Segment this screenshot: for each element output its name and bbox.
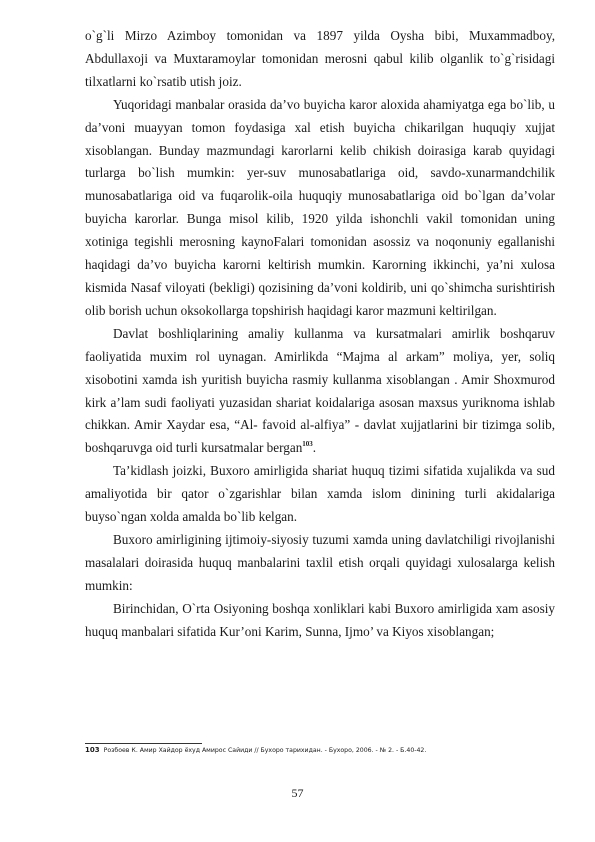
footnote-reference[interactable]: 103 (302, 440, 313, 449)
footnote (85, 746, 555, 755)
paragraph-verdict-sources: Yuqoridagi manbalar orasida da’vo buyicha karor aloxida ahamiyatga ega bo`lib, u da’voni muayyan tomon foydasiga xal etish buyicha chikarilgan huquqiy xujjat xisoblangan. Bunday mazmundagi karorlarni kelib chikish doirasiga karab quyidagi turlarga bo`lish mumkin: yer-suv munosabatlariga oid, savdo-xunarmandchilik munosabatlariga oid va fuqarolik-oila huquqiy munosabatlariga oid bo`lgan da’volar buyicha karorlar. Bunga misol kilib, 1920 yilda ishonchli vakil tomonidan uning xotiniga tegishli merosning kaynoFalari tomonidan asossiz va noqonuniy egallanishi haqidagi da’vo buyicha karorni keltirish mumkin. Karorning ikkinchi, ya’ni xulosa kismida Nasaf viloyati (bekligi) qozisining da’voni koldirib, uni qo`shimcha surishtirish olib borish uchun oksokollarga topshirish haqidagi karor mazmuni keltirilgan. (85, 96, 555, 318)
paragraph-continuation: o`g`li Mirzo Azimboy tomonidan va 1897 yilda Oysha bibi, Muxammadboy, Abdullaxoji va Muxtaramoylar tomonidan merosni qabul kilib olganlik to`g`risidagi tilxatlarni ko`rsatib utish joiz. (85, 28, 555, 89)
paragraph-sharia-system: Ta’kidlash joizki, Buxoro amirligida shariat huquq tizimi sifatida xujalikda va sud amaliyotida bir qator o`zgarishlar bilan xamda islom dinining turli akidalariga buyso`ngan xolda amalda bo`lib kelgan. (85, 463, 555, 525)
footnote-divider (85, 743, 202, 744)
paragraph-conclusions-intro: Buxoro amirligining ijtimoiy-siyosiy tuzumi xamda uning davlatchiligi rivojlanishi masalalari doirasida huquq manbalarini taxlil etish orqali quyidagi xulosalarga kelish mumkin: (85, 531, 555, 593)
page-body (85, 25, 555, 643)
paragraph-end-punct: . (312, 440, 317, 456)
paragraph-state-instructions-text: Davlat boshliqlarining amaliy kullanma va kursatmalari amirlik boshqaruv faoliyatida muxim rol uynagan. Amirlikda “Majma al arkam” moliya, yer, soliq xisobotini xamda ish yuritish buyicha rasmiy kullanma xisoblangan . Amir Shoxmurod kirk a’lam sudi faoliyati yuzasidan shariat koidalariga asosan maxsus yuriknoma ishlab chikkan. Amir Xaydar esa, “Al- favoid al-alfiya” - davlat xujjatlarini bir tizimga solib, boshqaruvga oid turli kursatmalar bergan (85, 325, 555, 456)
paragraph-first-conclusion: Birinchidan, O`rta Osiyoning boshqa xonliklari kabi Buxoro amirligida xam asosiy huquq manbalari sifatida Kur’oni Karim, Sunna, Ijmo’ va Kiyos xisoblangan; (85, 600, 555, 639)
footnote-text: Розбоев К. Амир Хайдор ёхуд Амирос Сайиди // Бухоро тарихидан. - Бухоро, 2006. - № 2. - Б.40-42. (103, 747, 427, 754)
footnote-number: 103 (85, 746, 100, 754)
paragraph-state-instructions (85, 323, 555, 460)
page-number: 57 (291, 786, 304, 800)
